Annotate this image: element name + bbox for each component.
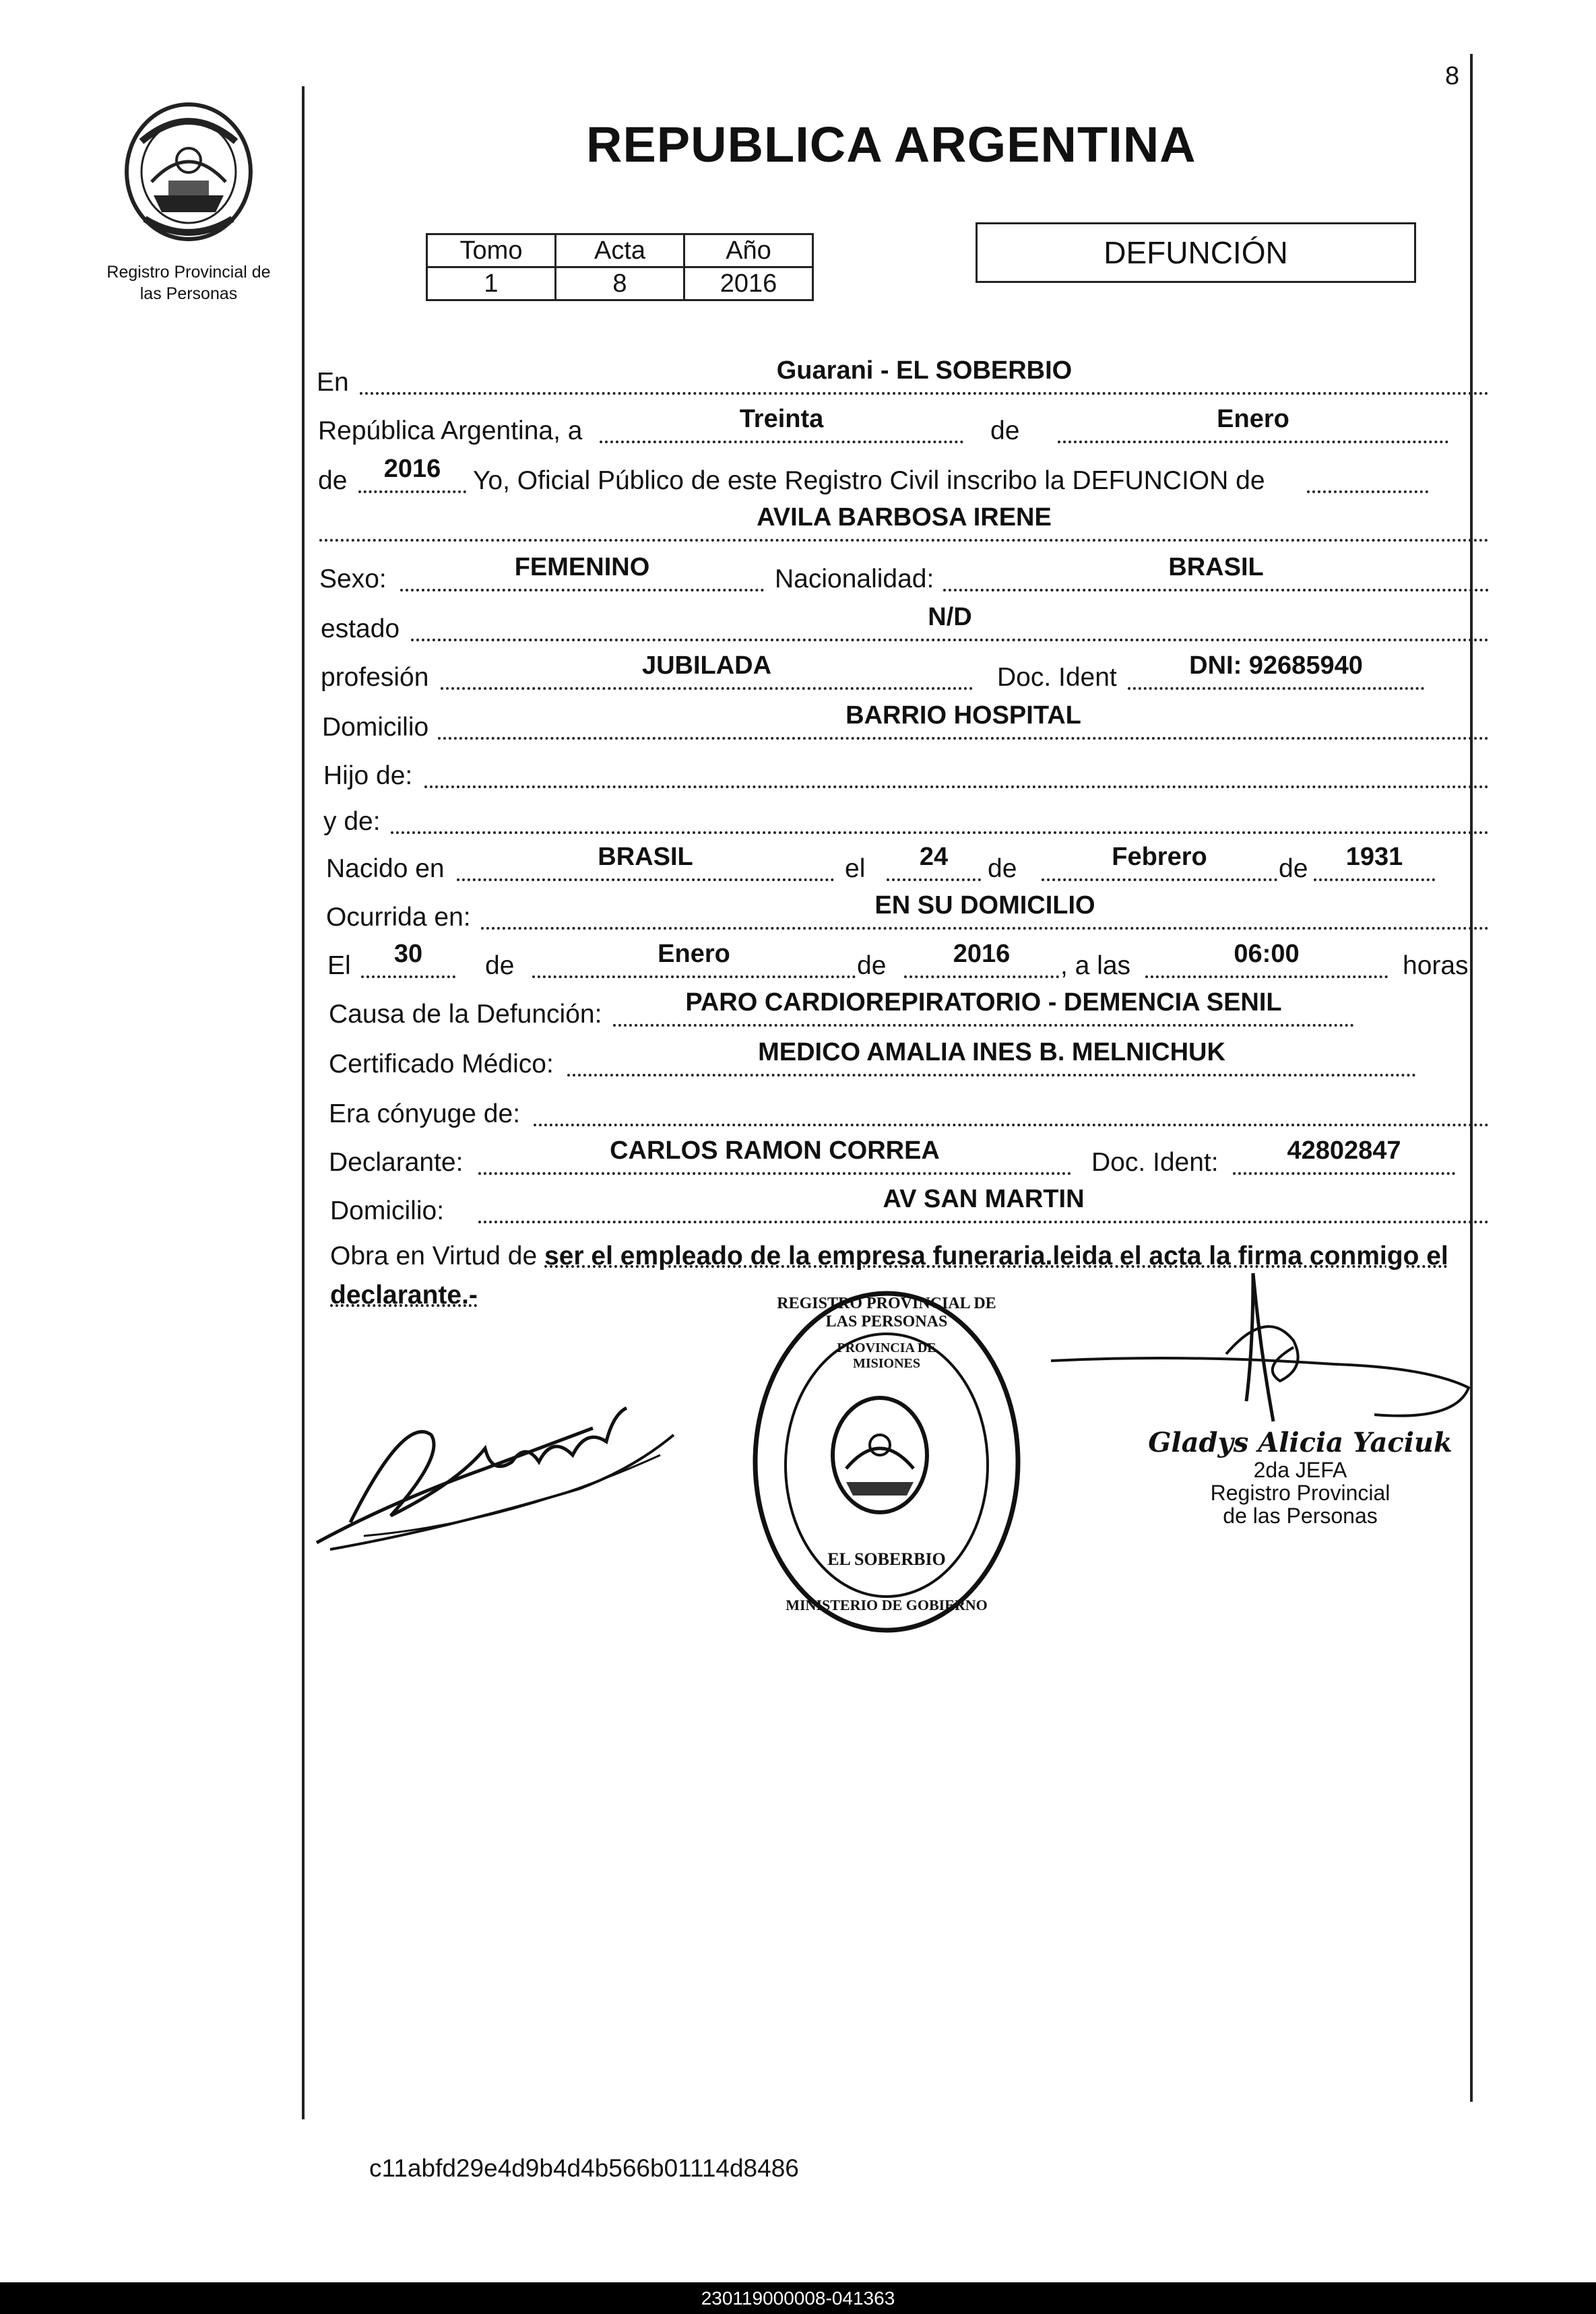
sexo-field	[400, 551, 764, 591]
row-certificado	[317, 1038, 1489, 1082]
stamp-center-text: EL SOBERBIO	[827, 1549, 946, 1569]
death-month: Enero	[658, 940, 730, 968]
profesion-field	[441, 649, 973, 690]
row-death-date	[317, 940, 1489, 984]
death-year: 2016	[953, 940, 1011, 968]
hijo-label: Hijo de:	[323, 761, 413, 790]
el2-label: El	[327, 951, 351, 980]
document-hash: c11abfd29e4d9b4d4b566b01114d8486	[369, 2154, 799, 2182]
page-number: 8	[1445, 62, 1460, 90]
official-office-line1: Registro Provincial	[1210, 1481, 1391, 1505]
sexo-label: Sexo:	[319, 565, 387, 593]
logo-caption	[81, 261, 296, 304]
profesion-value: JUBILADA	[641, 651, 772, 680]
birth-month-field	[1042, 841, 1277, 881]
registry-header-acta: Acta	[556, 234, 684, 267]
death-month-field	[532, 938, 856, 978]
birth-de1-label: de	[988, 854, 1017, 883]
row-sexo	[317, 553, 1489, 597]
official-office-line2: de las Personas	[1223, 1504, 1378, 1528]
logo-caption-line2: las Personas	[139, 284, 238, 303]
hijo-field	[424, 748, 1489, 788]
certificado-label: Certificado Médico:	[329, 1050, 554, 1079]
provincial-emblem-logo	[121, 101, 256, 243]
yo-trailing-field	[1307, 453, 1428, 493]
stamp-inner-text: PROVINCIA DE MISIONES	[837, 1341, 936, 1371]
de-label: de	[990, 416, 1020, 445]
footer-barcode-bar	[0, 2282, 1596, 2314]
doc-field	[1128, 649, 1424, 690]
official-name: Gladys Alicia Yaciuk	[1148, 1427, 1453, 1458]
day-value: Treinta	[739, 405, 824, 433]
row-en	[317, 356, 1489, 400]
declarante-label: Declarante:	[329, 1148, 464, 1177]
registry-value-acta: 8	[556, 267, 684, 300]
declarante-field	[478, 1134, 1071, 1175]
horas-label: horas	[1403, 951, 1469, 980]
estado-label: estado	[321, 614, 400, 643]
death-day-field	[361, 938, 455, 978]
month-field	[1058, 403, 1448, 443]
nacido-field	[457, 841, 834, 881]
row-conyuge	[317, 1091, 1489, 1132]
conyuge-label: Era cónyuge de:	[329, 1099, 521, 1128]
stamp-outer-text: REGISTRO PROVINCIAL DE LAS PERSONAS	[777, 1295, 996, 1330]
row-declarante	[317, 1136, 1489, 1180]
year-field	[358, 453, 466, 493]
doc2-field	[1233, 1134, 1455, 1175]
nacionalidad-field	[943, 551, 1489, 591]
doc2-value: 42802847	[1287, 1136, 1401, 1165]
registry-value-tomo: 1	[427, 267, 556, 300]
sexo-value: FEMENINO	[514, 553, 650, 581]
row-nacido	[317, 843, 1489, 887]
declarante-value: CARLOS RAMON CORREA	[610, 1136, 940, 1165]
conyuge-field	[534, 1086, 1489, 1126]
row-y-de	[317, 799, 1489, 839]
estado-value: N/D	[928, 603, 972, 631]
registry-value-anio: 2016	[684, 267, 813, 300]
ocurrida-value: EN SU DOMICILIO	[874, 891, 1095, 920]
obra-value: ser el empleado de la empresa funeraria.leida el acta la firma conmigo el declarante.-	[330, 1242, 1448, 1310]
official-signature-block	[1145, 1427, 1455, 1527]
nacido-label: Nacido en	[326, 854, 445, 883]
en-value: Guarani - EL SOBERBIO	[776, 356, 1073, 385]
doc2-label: Doc. Ident:	[1091, 1148, 1219, 1177]
domicilio2-field	[478, 1183, 1489, 1223]
obra-label: Obra en Virtud de	[330, 1242, 538, 1271]
y-de-label: y de:	[323, 807, 381, 836]
row-republica	[317, 405, 1489, 449]
row-domicilio	[317, 701, 1489, 745]
row-hijo	[317, 753, 1489, 794]
record-type-box: DEFUNCIÓN	[976, 222, 1416, 283]
causa-value: PARO CARDIOREPIRATORIO - DEMENCIA SENIL	[685, 988, 1282, 1017]
alas-label: , a las	[1060, 951, 1131, 980]
row-ocurrida	[317, 891, 1489, 935]
republica-label: República Argentina, a	[318, 416, 583, 445]
nacido-value: BRASIL	[598, 843, 693, 871]
en-label: En	[317, 368, 349, 397]
row-year	[317, 455, 1489, 499]
en-field	[360, 354, 1489, 395]
name-field	[319, 501, 1489, 542]
ocurrida-field	[481, 889, 1489, 930]
birth-day-field	[887, 841, 981, 881]
nacionalidad-label: Nacionalidad:	[775, 565, 934, 593]
row-name	[317, 503, 1489, 547]
death-de1-label: de	[485, 951, 515, 980]
y-de-field	[391, 794, 1489, 834]
row-causa	[317, 988, 1489, 1032]
registry-table	[426, 233, 814, 301]
left-margin-line	[302, 86, 305, 2119]
stamp-bottom-text: MINISTERIO DE GOBIERNO	[786, 1597, 988, 1613]
birth-month: Febrero	[1112, 843, 1207, 871]
logo-caption-line1: Registro Provincial de	[106, 263, 271, 282]
registry-header-tomo: Tomo	[427, 234, 556, 267]
month-value: Enero	[1217, 405, 1289, 433]
death-de2-label: de	[857, 951, 887, 980]
doc-label: Doc. Ident	[997, 663, 1117, 692]
official-signature	[1051, 1266, 1482, 1445]
document-title: REPUBLICA ARGENTINA	[586, 117, 1196, 172]
death-year-field	[904, 938, 1059, 978]
row-profesion	[317, 651, 1489, 695]
row-domicilio2	[317, 1185, 1489, 1229]
birth-day: 24	[919, 843, 949, 871]
estado-field	[411, 601, 1489, 641]
domicilio-label: Domicilio	[322, 713, 429, 742]
birth-de2-label: de	[1279, 854, 1308, 883]
nacionalidad-value: BRASIL	[1168, 553, 1264, 581]
domicilio-field	[438, 699, 1489, 740]
domicilio2-label: Domicilio:	[330, 1196, 445, 1225]
domicilio-value: BARRIO HOSPITAL	[845, 701, 1081, 730]
birth-year: 1931	[1345, 843, 1403, 871]
ocurrida-label: Ocurrida en:	[326, 903, 471, 932]
de2-label: de	[318, 466, 348, 495]
death-time: 06:00	[1234, 940, 1300, 968]
death-time-field	[1145, 938, 1388, 978]
doc-value: DNI: 92685940	[1189, 651, 1363, 680]
birth-year-field	[1314, 841, 1435, 881]
declarant-signature	[310, 1388, 701, 1566]
domicilio2-value: AV SAN MARTIN	[883, 1185, 1085, 1213]
official-stamp	[745, 1287, 1028, 1640]
death-day: 30	[393, 940, 423, 968]
certificado-field	[567, 1036, 1416, 1076]
causa-field	[613, 986, 1354, 1027]
yo-text: Yo, Oficial Público de este Registro Civil inscribo la DEFUNCION de	[473, 466, 1265, 495]
el-label: el	[845, 854, 866, 883]
official-role: 2da JEFA	[1253, 1458, 1347, 1482]
footer-code: 230119000008-041363	[701, 2288, 895, 2309]
profesion-label: profesión	[321, 663, 429, 692]
causa-label: Causa de la Defunción:	[329, 1000, 602, 1029]
row-estado	[317, 603, 1489, 647]
year-value: 2016	[383, 455, 441, 483]
day-field	[600, 403, 963, 443]
certificado-value: MEDICO AMALIA INES B. MELNICHUK	[758, 1038, 1225, 1066]
registry-header-anio: Año	[684, 234, 813, 267]
deceased-name: AVILA BARBOSA IRENE	[757, 503, 1052, 532]
